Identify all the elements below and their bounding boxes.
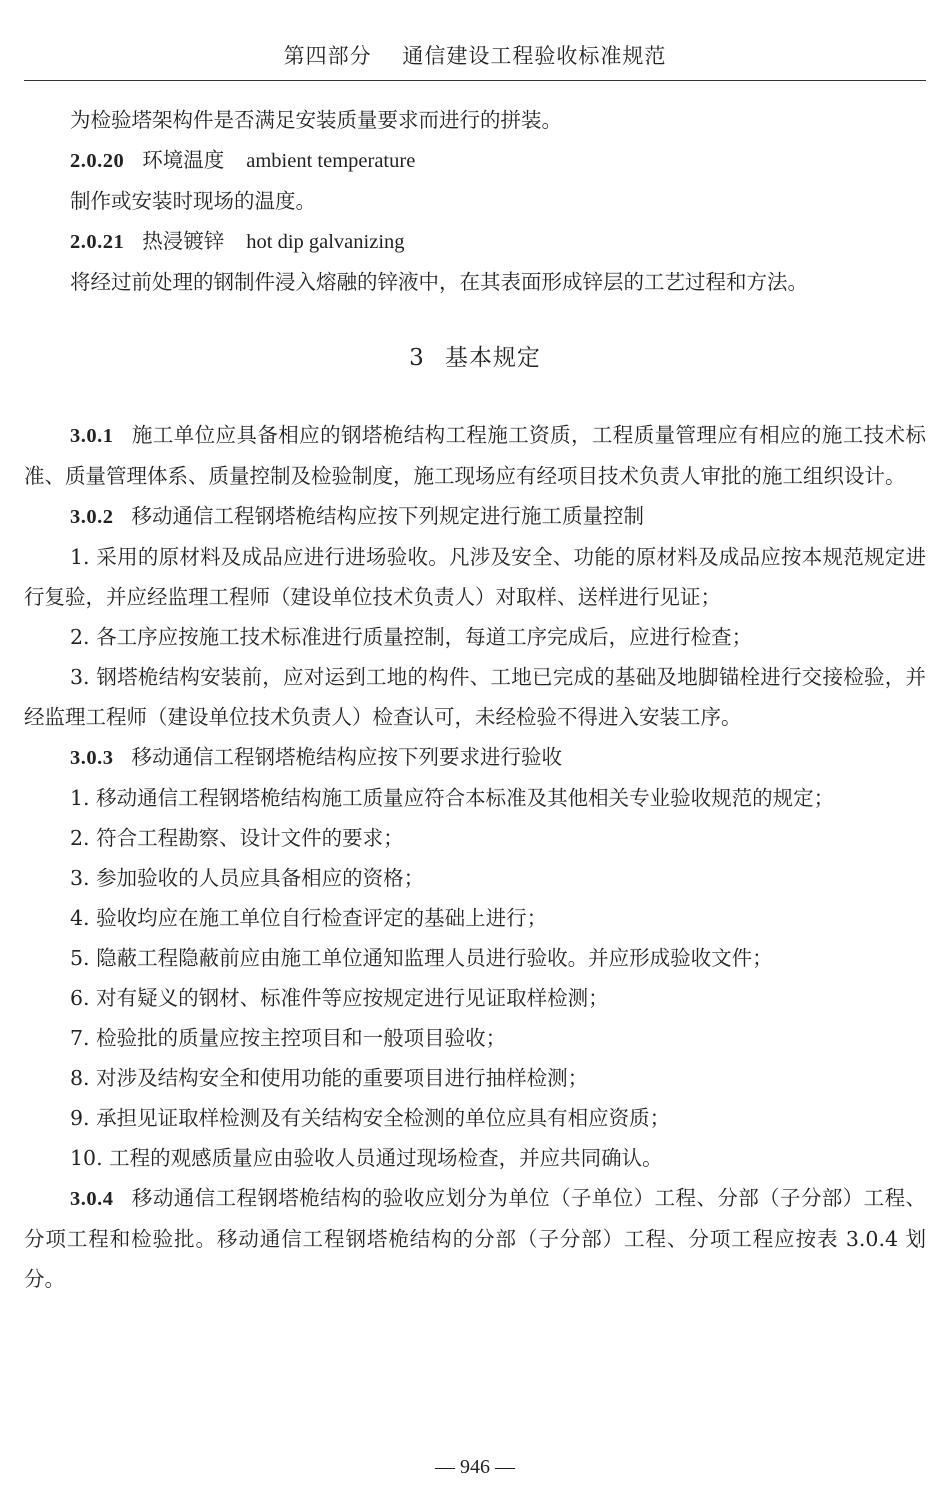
paragraph: 将经过前处理的钢制件浸入熔融的锌液中，在其表面形成锌层的工艺过程和方法。 xyxy=(70,270,808,294)
paragraph: 为检验塔架构件是否满足安装质量要求而进行的拼装。 xyxy=(70,108,562,132)
list-item: 9. 承担见证取样检测及有关结构安全检测的单位应具有相应资质； xyxy=(70,1106,671,1130)
clause-3-0-2 xyxy=(24,496,926,537)
list-item: 6. 对有疑义的钢材、标准件等应按规定进行见证取样检测； xyxy=(70,986,609,1010)
clause-text: 移动通信工程钢塔桅结构的验收应划分为单位（子单位）工程、分部（子分部）工程、分项工程和检验批。移动通信工程钢塔桅结构的分部（子分部）工程、分项工程应按表 3.0.4 划分。 xyxy=(24,1186,926,1291)
clause-text: 移动通信工程钢塔桅结构应按下列要求进行验收 xyxy=(131,745,562,769)
list-item: 4. 验收均应在施工单位自行检查评定的基础上进行； xyxy=(70,906,548,930)
header-rule xyxy=(24,80,926,81)
list-item: 10. 工程的观感质量应由验收人员通过现场检查，并应共同确认。 xyxy=(70,1146,663,1170)
term-number: 2.0.21 xyxy=(70,231,125,253)
section-heading xyxy=(24,338,926,378)
header-title: 第四部分 通信建设工程验收标准规范 xyxy=(283,44,667,68)
clause-text: 施工单位应具备相应的钢塔桅结构工程施工资质，工程质量管理应有相应的施工技术标准、质量管理体系、质量控制及检验制度，施工现场应有经项目技术负责人审批的施工组织设计。 xyxy=(24,423,926,488)
term-english: hot dip galvanizing xyxy=(246,231,405,253)
page-number: — 946 — xyxy=(435,1456,515,1478)
section-title: 基本规定 xyxy=(444,345,541,371)
page-body xyxy=(24,100,926,1299)
term-2-0-20 xyxy=(24,140,926,181)
list-item: 2. 符合工程勘察、设计文件的要求； xyxy=(70,826,404,850)
clause-text: 移动通信工程钢塔桅结构应按下列规定进行施工质量控制 xyxy=(131,504,644,528)
clause-number: 3.0.2 xyxy=(70,506,114,528)
term-number: 2.0.20 xyxy=(70,150,125,172)
list-item: 1. 移动通信工程钢塔桅结构施工质量应符合本标准及其他相关专业验收规范的规定； xyxy=(70,786,835,810)
list-item: 1. 采用的原材料及成品应进行进场验收。凡涉及安全、功能的原材料及成品应按本规范规定进行复验，并应经监理工程师（建设单位技术负责人）对取样、送样进行见证； xyxy=(24,545,926,609)
paragraph: 制作或安装时现场的温度。 xyxy=(70,189,316,213)
section-number: 3 xyxy=(409,345,425,371)
clause-number: 3.0.1 xyxy=(70,425,114,447)
clause-3-0-4 xyxy=(24,1178,926,1299)
term-chinese: 环境温度 xyxy=(142,148,225,172)
clause-3-0-1 xyxy=(24,415,926,496)
page-header xyxy=(0,0,950,82)
clause-3-0-3 xyxy=(24,737,926,778)
list-item: 3. 参加验收的人员应具备相应的资格； xyxy=(70,866,425,890)
term-english: ambient temperature xyxy=(246,150,416,172)
list-item: 7. 检验批的质量应按主控项目和一般项目验收； xyxy=(70,1026,507,1050)
term-2-0-21 xyxy=(24,221,926,262)
term-chinese: 热浸镀锌 xyxy=(142,229,225,253)
list-item: 8. 对涉及结构安全和使用功能的重要项目进行抽样检测； xyxy=(70,1066,589,1090)
clause-number: 3.0.3 xyxy=(70,747,114,769)
list-item: 2. 各工序应按施工技术标准进行质量控制，每道工序完成后，应进行检查； xyxy=(70,625,753,649)
list-item: 5. 隐蔽工程隐蔽前应由施工单位通知监理人员进行验收。并应形成验收文件； xyxy=(70,946,773,970)
list-item: 3. 钢塔桅结构安装前，应对运到工地的构件、工地已完成的基础及地脚锚栓进行交接检验，并经监理工程师（建设单位技术负责人）检查认可，未经检验不得进入安装工序。 xyxy=(24,665,926,729)
clause-number: 3.0.4 xyxy=(70,1188,114,1210)
